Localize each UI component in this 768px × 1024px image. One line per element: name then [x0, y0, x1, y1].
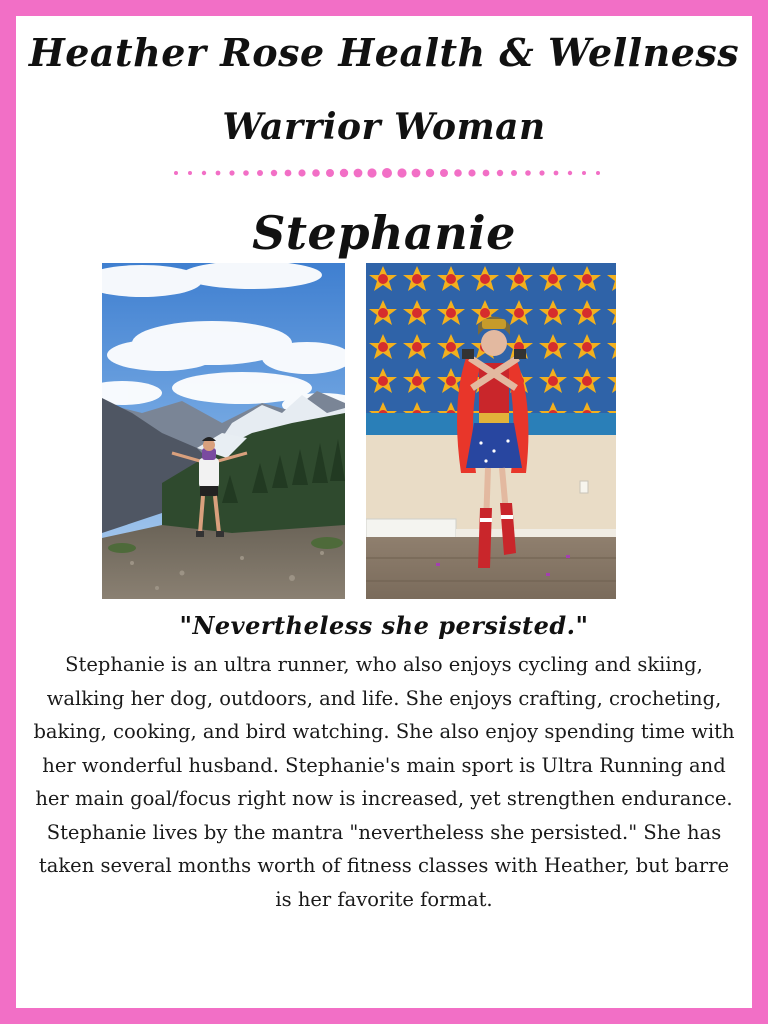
dotted-divider	[172, 166, 602, 180]
mountain-hike-photo	[102, 263, 345, 599]
brand-title: Heather Rose Health & Wellness	[28, 30, 740, 75]
bio-paragraph: Stephanie is an ultra runner, who also enjoys cycling and skiing, walking her dog, outdoors, and life. She enjoys crafting, crocheting, baking, cooking, and bird watching. She also enjoy spending time with her wonderful husband. Stephanie's main sport is Ultra Running and her main goal/focus right now is increased, yet strengthen endurance. Stephanie lives by the mantra "nevertheless she persisted." She has taken several months worth of fitness classes with Heather, but barre is her favorite format.	[33, 653, 735, 911]
member-name: Stephanie	[252, 206, 516, 260]
quote-text: "Nevertheless she persisted."	[179, 611, 589, 640]
wonder-woman-costume-photo	[366, 263, 616, 599]
page-subtitle: Warrior Woman	[222, 106, 546, 148]
